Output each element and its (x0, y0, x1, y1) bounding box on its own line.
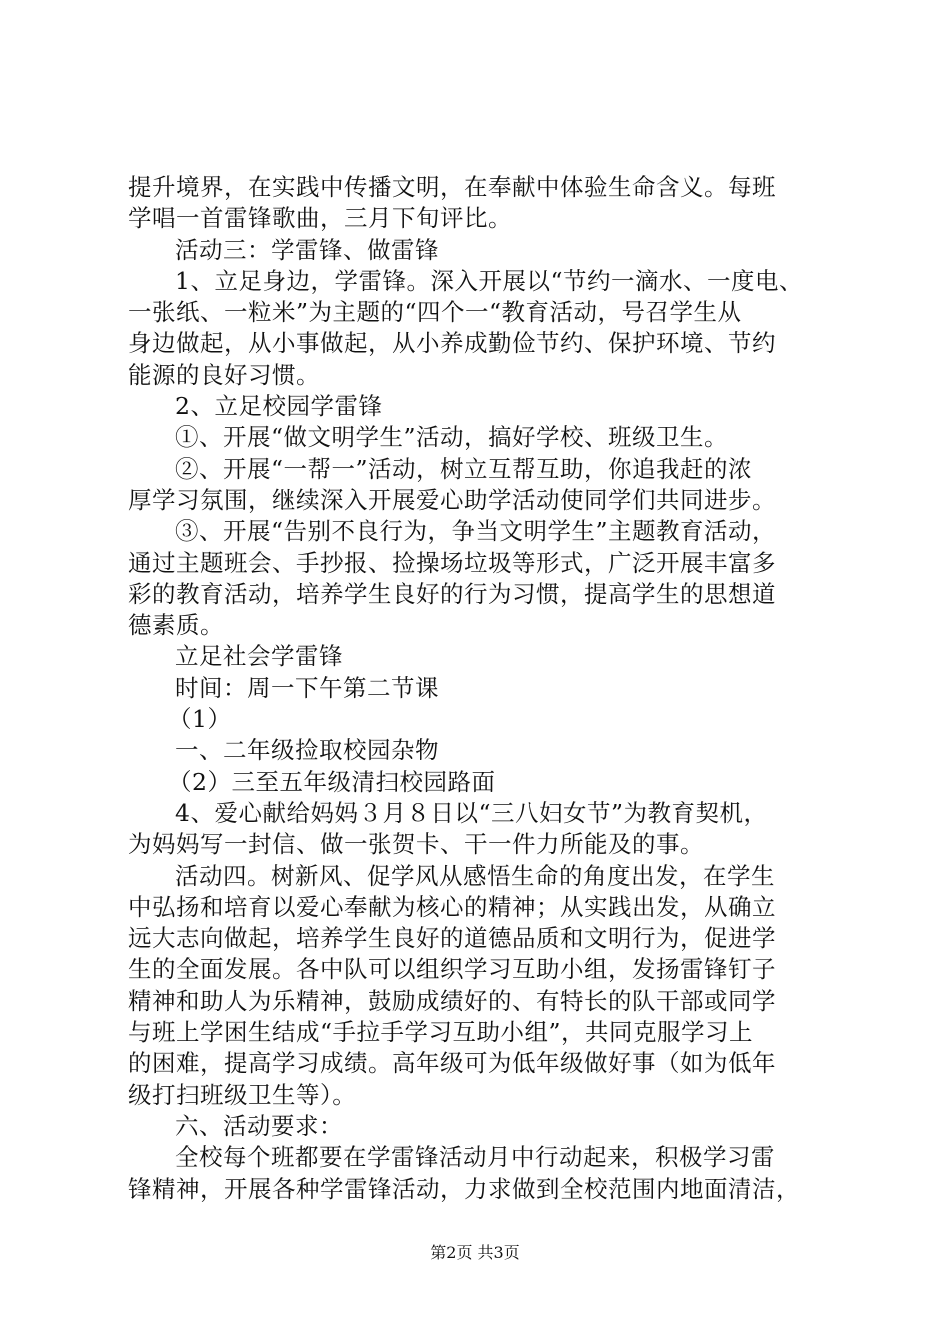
text-line: ③、开展“告别不良行为，争当文明学生”主题教育活动， (175, 517, 777, 546)
section-heading: 活动四。树新风、促学风从感悟生命的角度出发，在学生 (175, 861, 775, 890)
page-number-footer: 第2页 共3页 (430, 1243, 520, 1262)
text-line: ①、开展“做文明学生”活动，搞好学校、班级卫生。 (175, 423, 729, 452)
text-line: 远大志向做起，培养学生良好的道德品质和文明行为，促进学 (128, 924, 776, 953)
text-line: 一张纸、一粒米”为主题的“四个一“教育活动，号召学生从 (128, 298, 742, 327)
text-line: （1） (168, 705, 232, 734)
text-line: 与班上学困生结成“手拉手学习互助小组”，共同克服学习上 (128, 1018, 754, 1047)
text-line: （2）三至五年级清扫校园路面 (168, 767, 496, 796)
document-body (128, 172, 840, 1205)
text-line: 厚学习氛围，继续深入开展爱心助学活动使同学们共同进步。 (128, 485, 776, 514)
section-heading: 活动三：学雷锋、做雷锋 (175, 235, 439, 264)
text-line: 级打扫班级卫生等）。 (128, 1080, 357, 1109)
text-line: 时间：周一下午第二节课 (175, 673, 439, 702)
text-line: 能源的良好习惯。 (128, 360, 320, 389)
text-line: 1、立足身边，学雷锋。深入开展以“节约一滴水、一度电、 (175, 266, 803, 295)
text-line: 一、二年级捡取校园杂物 (175, 736, 439, 765)
section-heading: 六、活动要求： (175, 1111, 343, 1140)
text-line: 4、爱心献给妈妈３月８日以“三八妇女节”为教育契机， (175, 798, 768, 827)
text-line: 中弘扬和培育以爱心奉献为核心的精神；从实践出发，从确立 (128, 892, 776, 921)
text-line: ②、开展“一帮一”活动，树立互帮互助，你追我赶的浓 (175, 454, 753, 483)
text-line: 锋精神，开展各种学雷锋活动，力求做到全校范围内地面清洁， (128, 1174, 800, 1203)
text-line: 德素质。 (128, 611, 224, 640)
text-line: 生的全面发展。各中队可以组织学习互助小组，发扬雷锋钉子 (128, 955, 776, 984)
text-line: 2、立足校园学雷锋 (175, 392, 383, 421)
text-line: 的困难，提高学习成绩。高年级可为低年级做好事（如为低年 (128, 1049, 776, 1078)
text-line: 立足社会学雷锋 (175, 642, 343, 671)
text-line: 通过主题班会、手抄报、捡操场垃圾等形式，广泛开展丰富多 (128, 548, 776, 577)
text-line: 学唱一首雷锋歌曲，三月下旬评比。 (128, 204, 512, 233)
text-line: 身边做起，从小事做起，从小养成勤俭节约、保护环境、节约 (128, 329, 776, 358)
text-line: 提升境界，在实践中传播文明，在奉献中体验生命含义。每班 (128, 173, 776, 201)
text-line: 彩的教育活动，培养学生良好的行为习惯，提高学生的思想道 (128, 579, 776, 608)
text-line: 精神和助人为乐精神，鼓励成绩好的、有特长的队干部或同学 (128, 986, 776, 1015)
text-line: 为妈妈写一封信、做一张贺卡、干一件力所能及的事。 (128, 830, 704, 859)
text-line: 全校每个班都要在学雷锋活动月中行动起来，积极学习雷 (175, 1143, 775, 1172)
